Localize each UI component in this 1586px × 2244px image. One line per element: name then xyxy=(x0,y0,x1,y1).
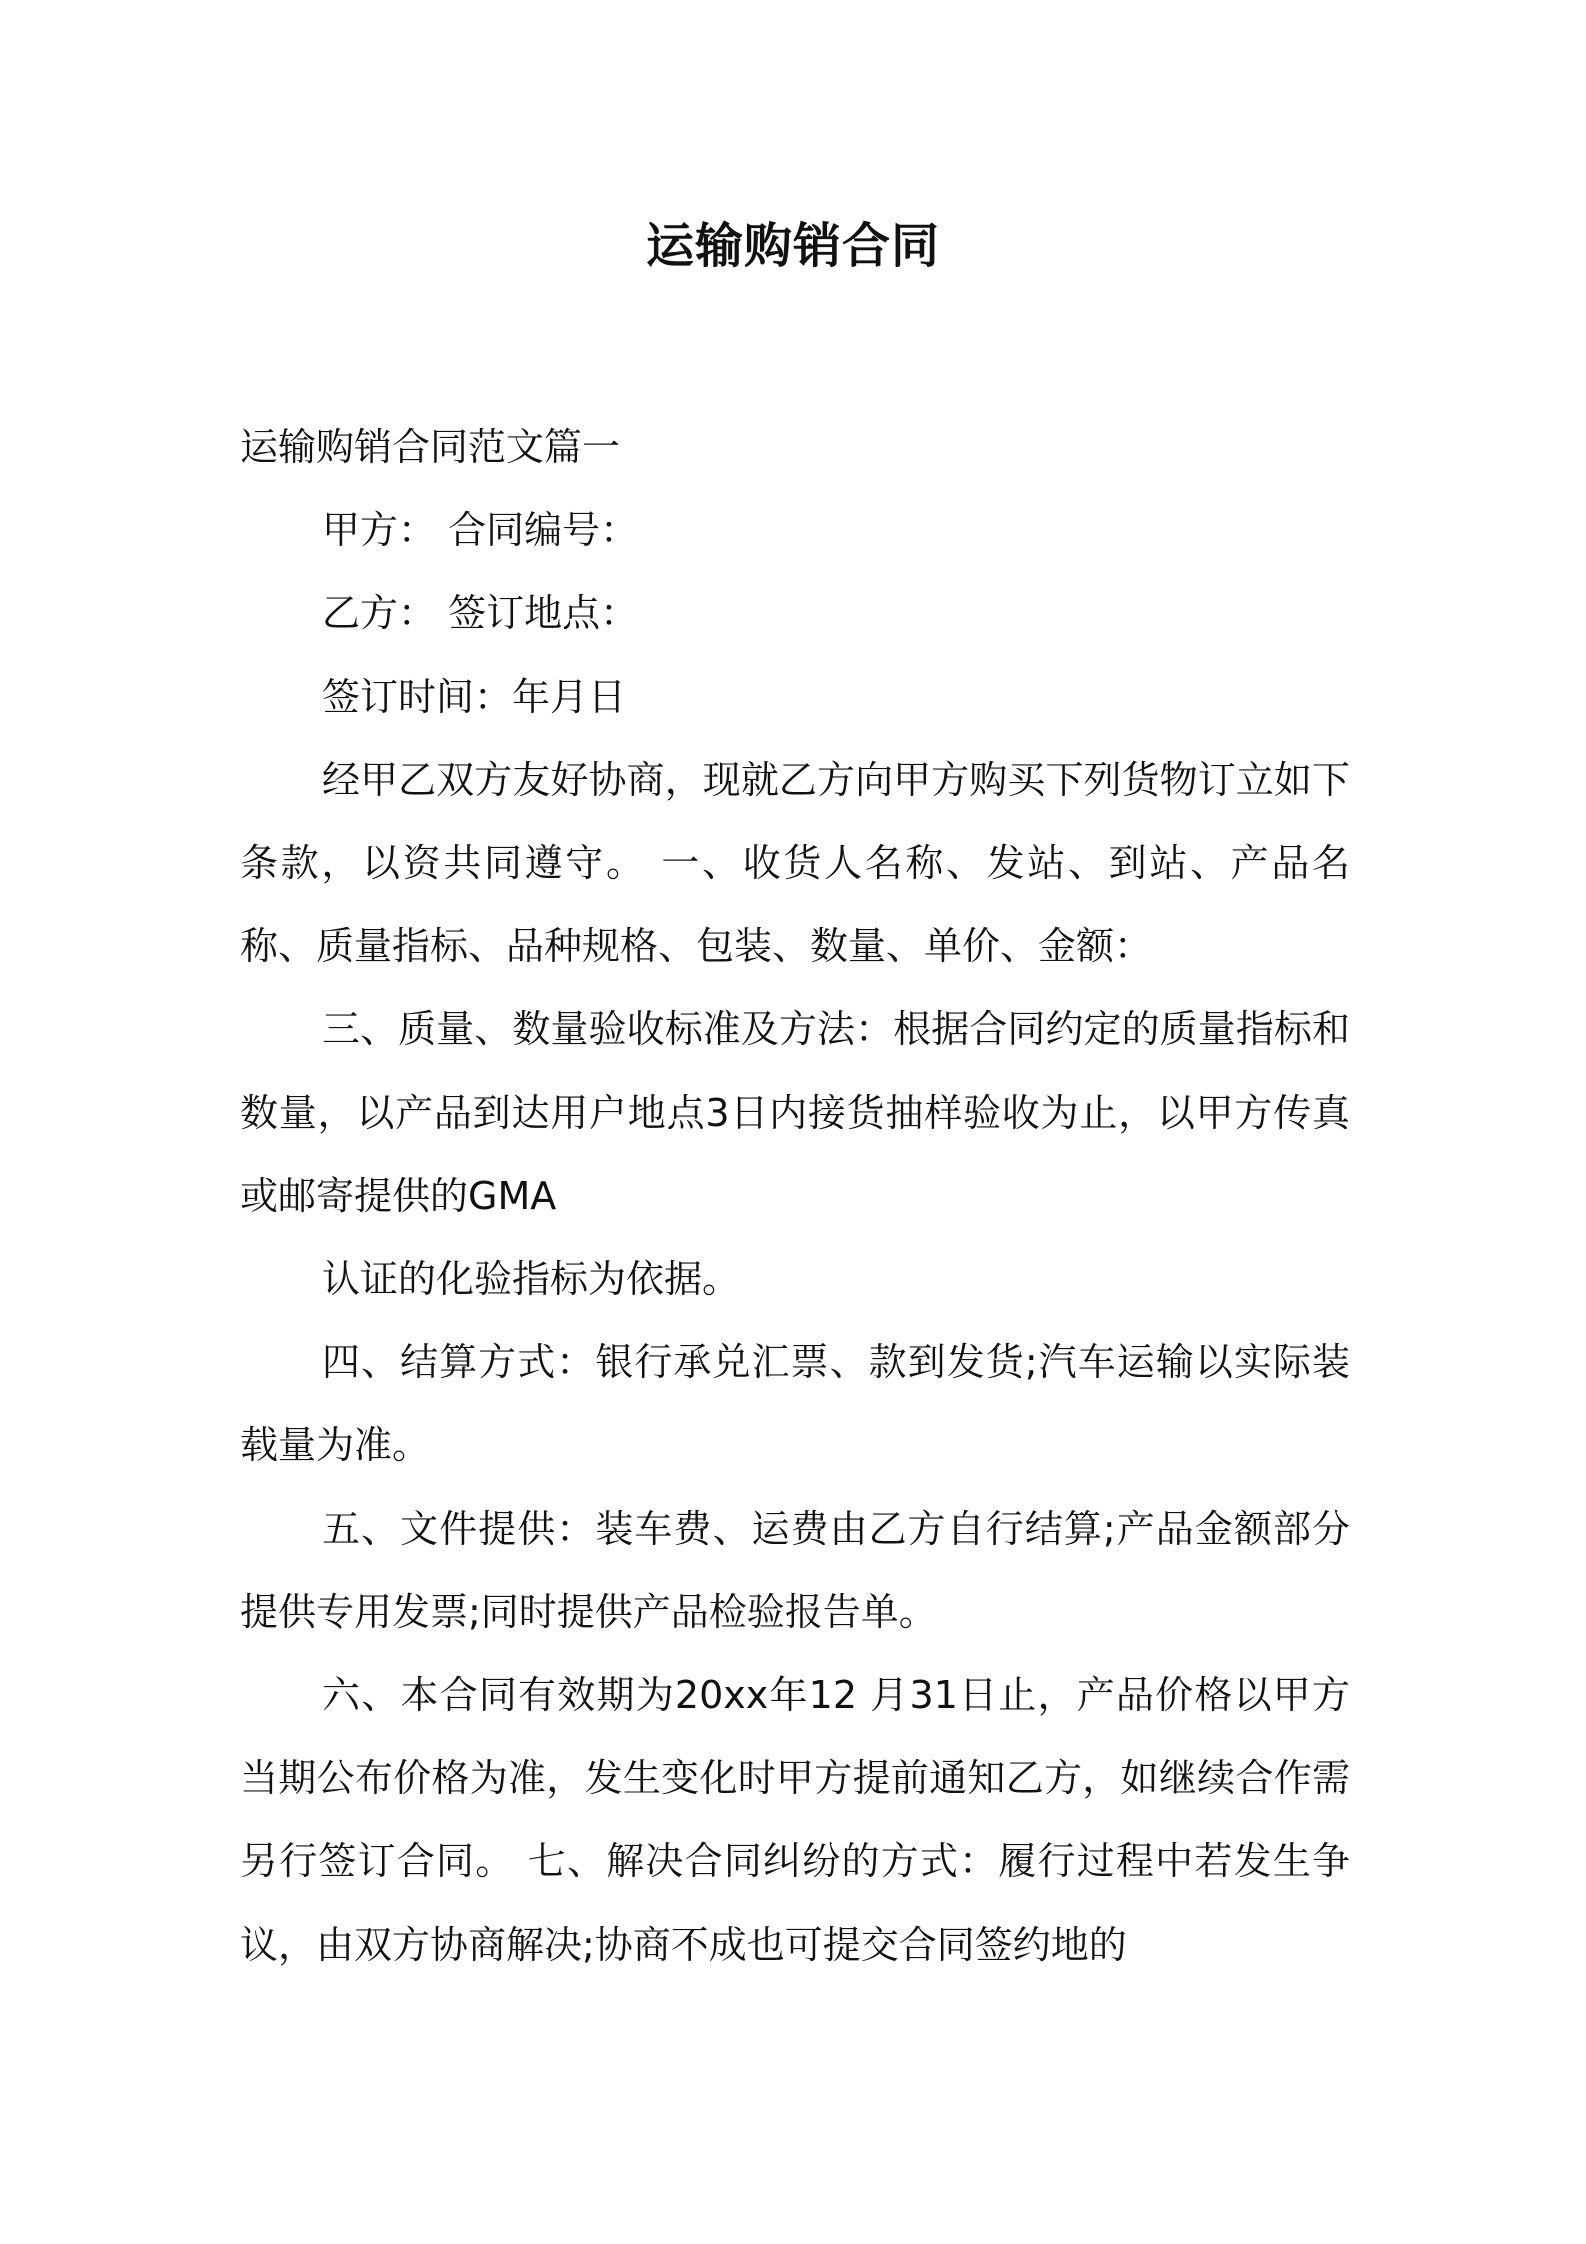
clause-quality-paragraph: 三、质量、数量验收标准及方法：根据合同约定的质量指标和数量，以产品到达用户地点3日内接货抽样验收为止，以甲方传真或邮寄提供的GMA xyxy=(240,1007,1350,1218)
section-heading: 运输购销合同范文篇一 xyxy=(240,425,621,469)
clause-settlement-paragraph: 四、结算方式：银行承兑汇票、款到发货;汽车运输以实际装载量为准。 xyxy=(240,1340,1350,1468)
party-a-line: 甲方： 合同编号： xyxy=(322,508,639,553)
clause-certification-paragraph: 认证的化验指标为依据。 xyxy=(322,1257,741,1302)
document-title: 运输购销合同 xyxy=(645,218,940,274)
clause-documents-paragraph: 五、文件提供：装车费、运费由乙方自行结算;产品金额部分提供专用发票;同时提供产品检验报告单。 xyxy=(240,1506,1350,1634)
clause-validity-paragraph: 六、本合同有效期为20xx年12 月31日止，产品价格以甲方当期公布价格为准，发生变化时甲方提前通知乙方，如继续合作需另行签订合同。 七、解决合同纠纷的方式：履行过程中若发生争议，由双方协商解决;协商不成也可提交合同签约地的 xyxy=(240,1673,1350,1967)
signing-time-line: 签订时间：年月日 xyxy=(322,674,627,719)
clause-intro-paragraph: 经甲乙双方友好协商，现就乙方向甲方购买下列货物订立如下条款，以资共同遵守。 一、收货人名称、发站、到站、产品名称、质量指标、品种规格、包装、数量、单价、金额： xyxy=(240,757,1350,969)
document-body xyxy=(240,406,1350,1987)
party-b-line: 乙方： 签订地点： xyxy=(322,591,639,636)
